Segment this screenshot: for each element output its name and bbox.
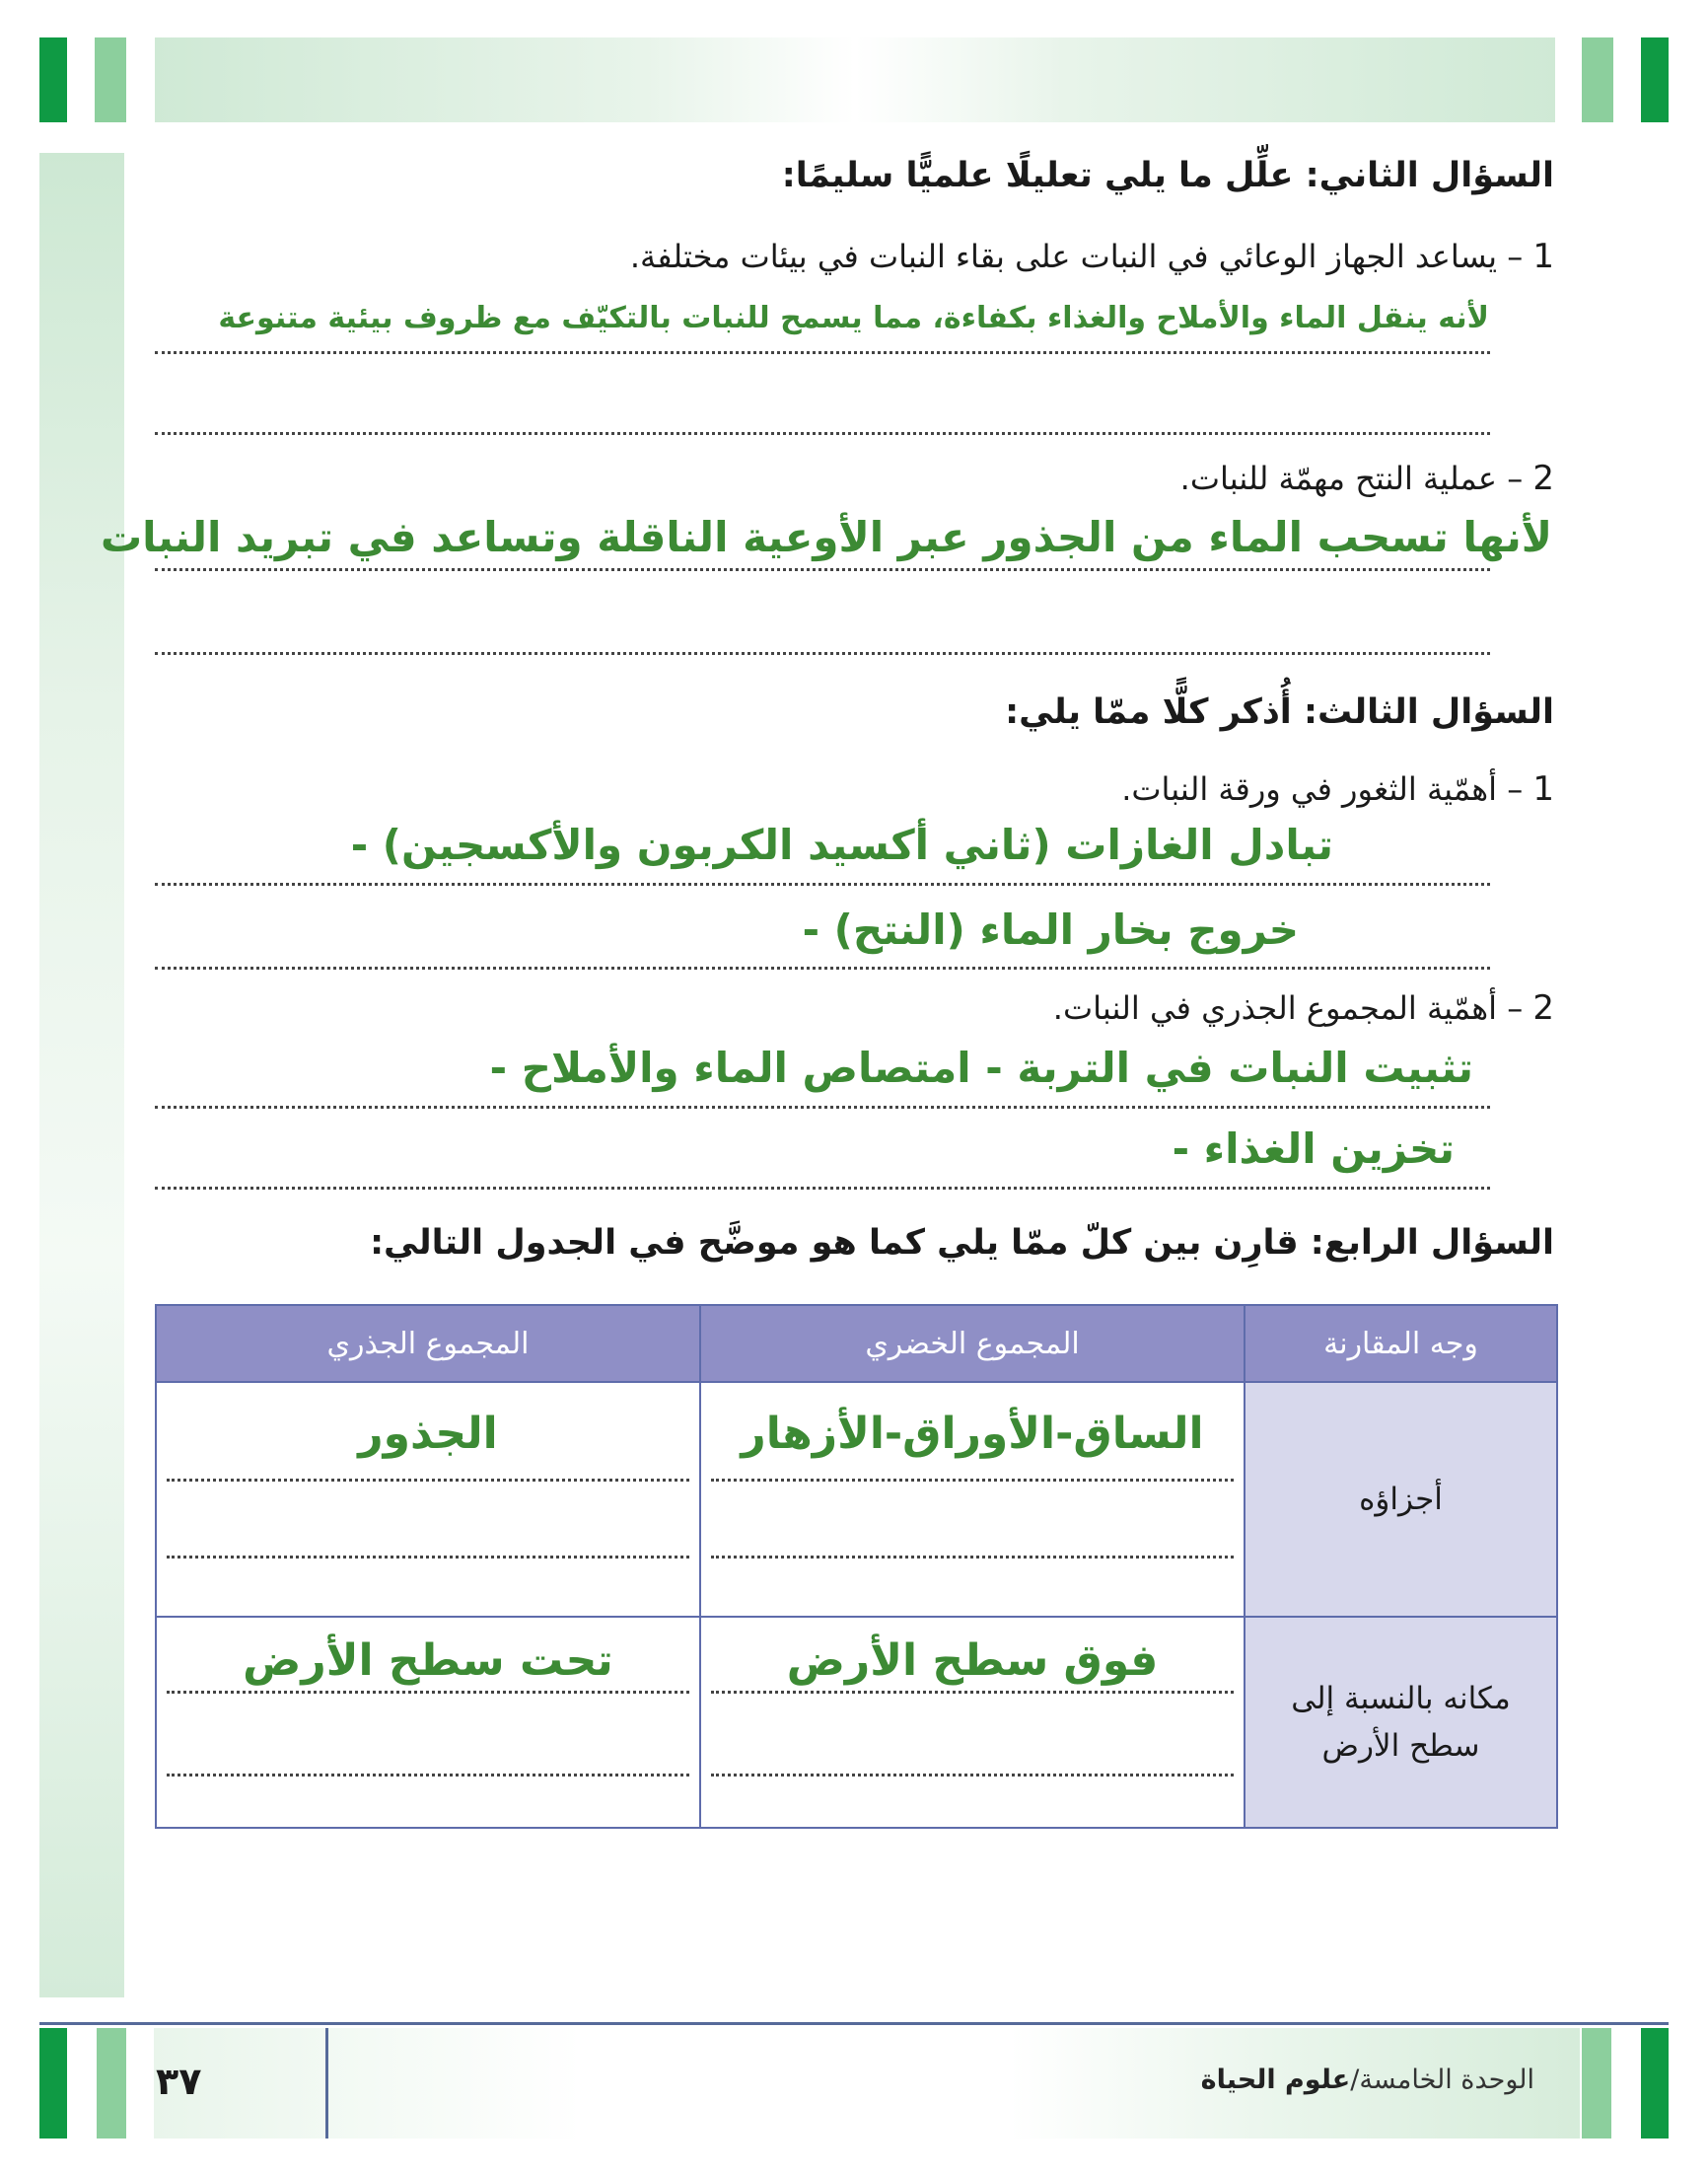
item-text: – أهمّية الثغور في ورقة النبات.: [1121, 770, 1524, 808]
footer-rule: [39, 2022, 1669, 2025]
question-3-title: السؤال الثالث: أُذكر كلًّا ممّا يلي:: [1005, 692, 1554, 732]
decor-bar: [95, 37, 126, 122]
table-cell: [700, 1382, 1245, 1617]
table-row: [156, 1617, 1557, 1828]
item-number: 2: [1532, 459, 1554, 498]
answer-line: [167, 1479, 689, 1482]
footer-unit: الوحدة الخامسة/: [1350, 2065, 1534, 2095]
table-cell: [156, 1382, 700, 1617]
table-row: [156, 1382, 1557, 1617]
answer-line: [155, 1106, 1490, 1109]
question-2-item-1: [630, 237, 1554, 276]
answer-line: [711, 1556, 1234, 1559]
answer-line: [711, 1691, 1234, 1694]
answer-line: [155, 432, 1490, 435]
item-number: 1: [1532, 769, 1554, 809]
question-2-item-2: [1180, 459, 1554, 498]
item-text: – أهمّية المجموع الجذري في النبات.: [1052, 989, 1524, 1027]
decor-bar: [1582, 2028, 1611, 2139]
row-label: [1245, 1617, 1557, 1828]
decor-bar: [97, 2028, 126, 2139]
question-3-item-1: [1121, 769, 1554, 809]
cell-answer: الجذور: [358, 1409, 498, 1459]
footer-divider: [325, 2028, 328, 2139]
decor-bar: [39, 37, 67, 122]
answer-text: لأنها تسحب الماء من الجذور عبر الأوعية الناقلة وتساعد في تبريد النبات: [100, 513, 1552, 561]
cell-answer: الساق-الأوراق-الأزهار: [741, 1409, 1204, 1459]
item-number: 1: [1532, 237, 1554, 276]
question-3-item-2: [1053, 988, 1554, 1028]
answer-line: [155, 967, 1490, 970]
row-label-line: سطح الأرض: [1321, 1728, 1480, 1764]
answer-line: [155, 883, 1490, 886]
answer-line: [155, 652, 1490, 655]
table-cell: [700, 1617, 1245, 1828]
row-label: أجزاؤه: [1245, 1382, 1557, 1617]
table-header-row: [156, 1305, 1557, 1382]
table-header: وجه المقارنة: [1245, 1305, 1557, 1382]
question-4-title: السؤال الرابع: قارِن بين كلّ ممّا يلي كما هو موضَّح في الجدول التالي:: [370, 1223, 1554, 1263]
item-text: – يساعد الجهاز الوعائي في النبات على بقاء النبات في بيئات مختلفة.: [629, 238, 1524, 275]
answer-text: تخزين الغذاء -: [1172, 1124, 1455, 1173]
decor-bar: [1582, 37, 1613, 122]
item-number: 2: [1532, 988, 1554, 1028]
answer-line: [711, 1479, 1234, 1482]
item-text: – عملية النتح مهمّة للنبات.: [1179, 460, 1524, 497]
cell-answer: فوق سطح الأرض: [786, 1635, 1159, 1686]
table-header: المجموع الجذري: [156, 1305, 700, 1382]
answer-line: [155, 1187, 1490, 1190]
table-header: المجموع الخضري: [700, 1305, 1245, 1382]
answer-line: [167, 1556, 689, 1559]
answer-text: تبادل الغازات (ثاني أكسيد الكربون والأكسجين) -: [350, 821, 1333, 869]
decor-bar: [39, 2028, 67, 2139]
footer-title: [1201, 2065, 1534, 2095]
answer-line: [711, 1774, 1234, 1776]
header-band: [155, 37, 1555, 122]
comparison-table: [155, 1304, 1558, 1829]
footer-subject: علوم الحياة: [1200, 2065, 1351, 2095]
answer-text: لأنه ينقل الماء والأملاح والغذاء بكفاءة، مما يسمح للنبات بالتكيّف مع ظروف بيئية متنوعة: [218, 301, 1489, 335]
question-2-title: السؤال الثاني: علِّل ما يلي تعليلًا علميًّا سليمًا:: [781, 156, 1554, 195]
answer-text: تثبيت النبات في التربة - امتصاص الماء والأملاح -: [489, 1044, 1473, 1092]
decor-bar: [1641, 37, 1669, 122]
decor-bar: [1641, 2028, 1669, 2139]
row-label-line: مكانه بالنسبة إلى: [1291, 1680, 1511, 1716]
answer-line: [155, 351, 1490, 354]
answer-line: [167, 1691, 689, 1694]
answer-text: خروج بخار الماء (النتح) -: [802, 906, 1299, 954]
side-column: [39, 153, 124, 1997]
answer-line: [167, 1774, 689, 1776]
page-number: ٣٧: [156, 2060, 202, 2103]
answer-line: [155, 568, 1490, 571]
table-cell: [156, 1617, 700, 1828]
cell-answer: تحت سطح الأرض: [243, 1635, 613, 1686]
